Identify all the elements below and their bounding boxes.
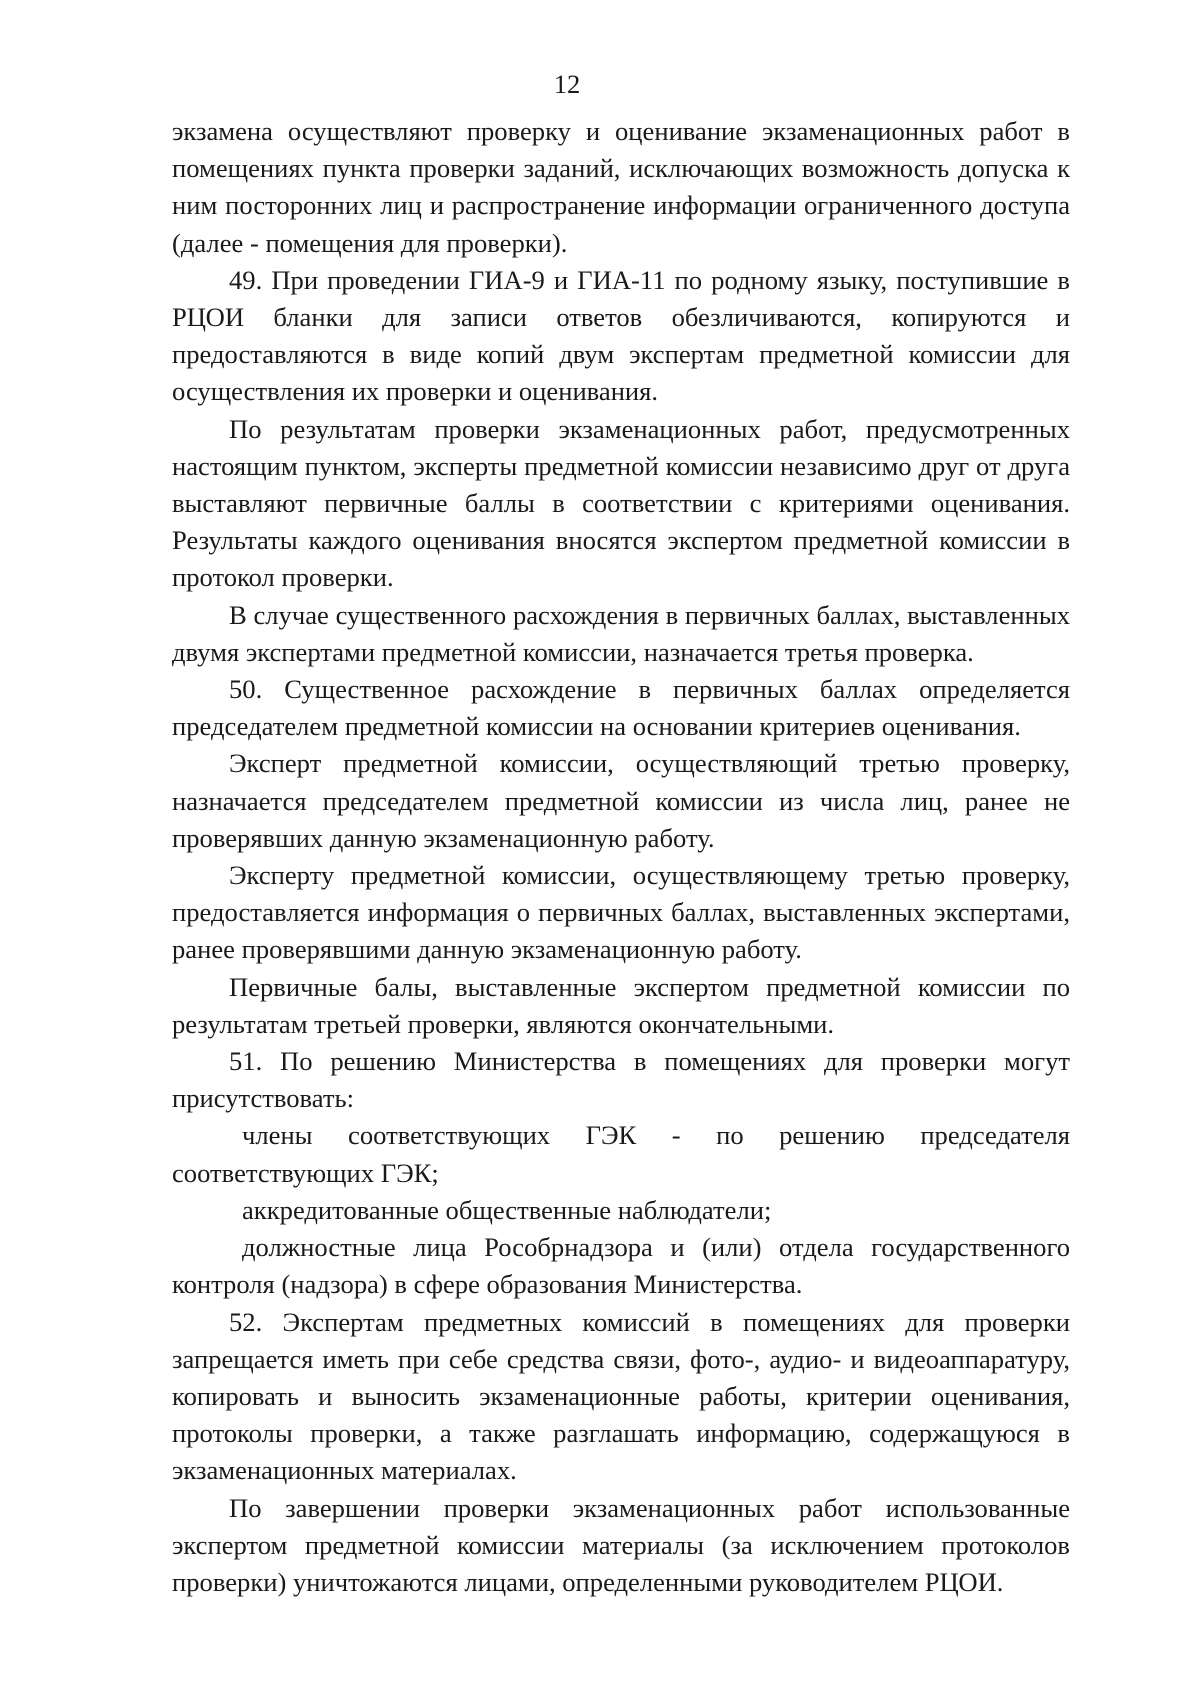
- paragraph-third-check: В случае существенного расхождения в первичных баллах, выставленных двумя экспертами предметной комиссии, назначается третья проверка.: [172, 599, 1070, 667]
- paragraph-check-results: По результатам проверки экзаменационных работ, предусмотренных настоящим пунктом, эксперты предметной комиссии независимо друг от друга выставляют первичные баллы в соответствии с критериями оценивания. Результаты каждого оценивания вносятся экспертом предметной комиссии в протокол проверки.: [172, 413, 1070, 593]
- paragraph-item-52: 52. Экспертам предметных комиссий в помещениях для проверки запрещается иметь при себе средства связи, фото-, аудио- и видеоаппаратуру, копировать и выносить экзаменационные работы, критерии оценивания, протоколы проверки, а также разглашать информацию, содержащуюся в экзаменационных материалах.: [172, 1306, 1070, 1486]
- paragraph-continuation: экзамена осуществляют проверку и оценивание экзаменационных работ в помещениях пункта проверки заданий, исключающих возможность допуска к ним посторонних лиц и распространение информации ограниченного доступа (далее - помещения для проверки).: [172, 116, 1070, 258]
- paragraph-third-expert-info: Эксперту предметной комиссии, осуществляющему третью проверку, предоставляется информация о первичных баллах, выставленных экспертами, ранее проверявшими данную экзаменационную работу.: [172, 860, 1070, 965]
- paragraph-item-49: 49. При проведении ГИА-9 и ГИА-11 по родному языку, поступившие в РЦОИ бланки для записи ответов обезличиваются, копируются и предоставляются в виде копий двум экспертам предметной комиссии для осуществления их проверки и оценивания.: [172, 264, 1070, 407]
- page-number: 12: [553, 69, 581, 99]
- paragraph-final-scores: Первичные балы, выставленные экспертом предметной комиссии по результатам третьей проверки, являются окончательными.: [172, 971, 1070, 1039]
- paragraph-third-expert: Эксперт предметной комиссии, осуществляющий третью проверку, назначается председателем предметной комиссии из числа лиц, ранее не проверявших данную экзаменационную работу.: [172, 748, 1070, 853]
- paragraph-item-51: 51. По решению Министерства в помещениях для проверки могут присутствовать:: [172, 1046, 1070, 1114]
- list-item-observers: аккредитованные общественные наблюдатели;: [242, 1194, 772, 1225]
- paragraph-item-50: 50. Существенное расхождение в первичных баллах определяется председателем предметной комиссии на основании критериев оценивания.: [172, 674, 1070, 742]
- list-item-officials: должностные лица Рособрнадзора и (или) отдела государственного контроля (надзора) в сфере образования Министерства.: [172, 1232, 1070, 1300]
- paragraph-materials-destruction: По завершении проверки экзаменационных работ использованные экспертом предметной комиссии материалы (за исключением протоколов проверки) уничтожаются лицами, определенными руководителем РЦОИ.: [172, 1492, 1070, 1597]
- list-item-gek-members: члены соответствующих ГЭК - по решению председателя соответствующих ГЭК;: [172, 1120, 1070, 1188]
